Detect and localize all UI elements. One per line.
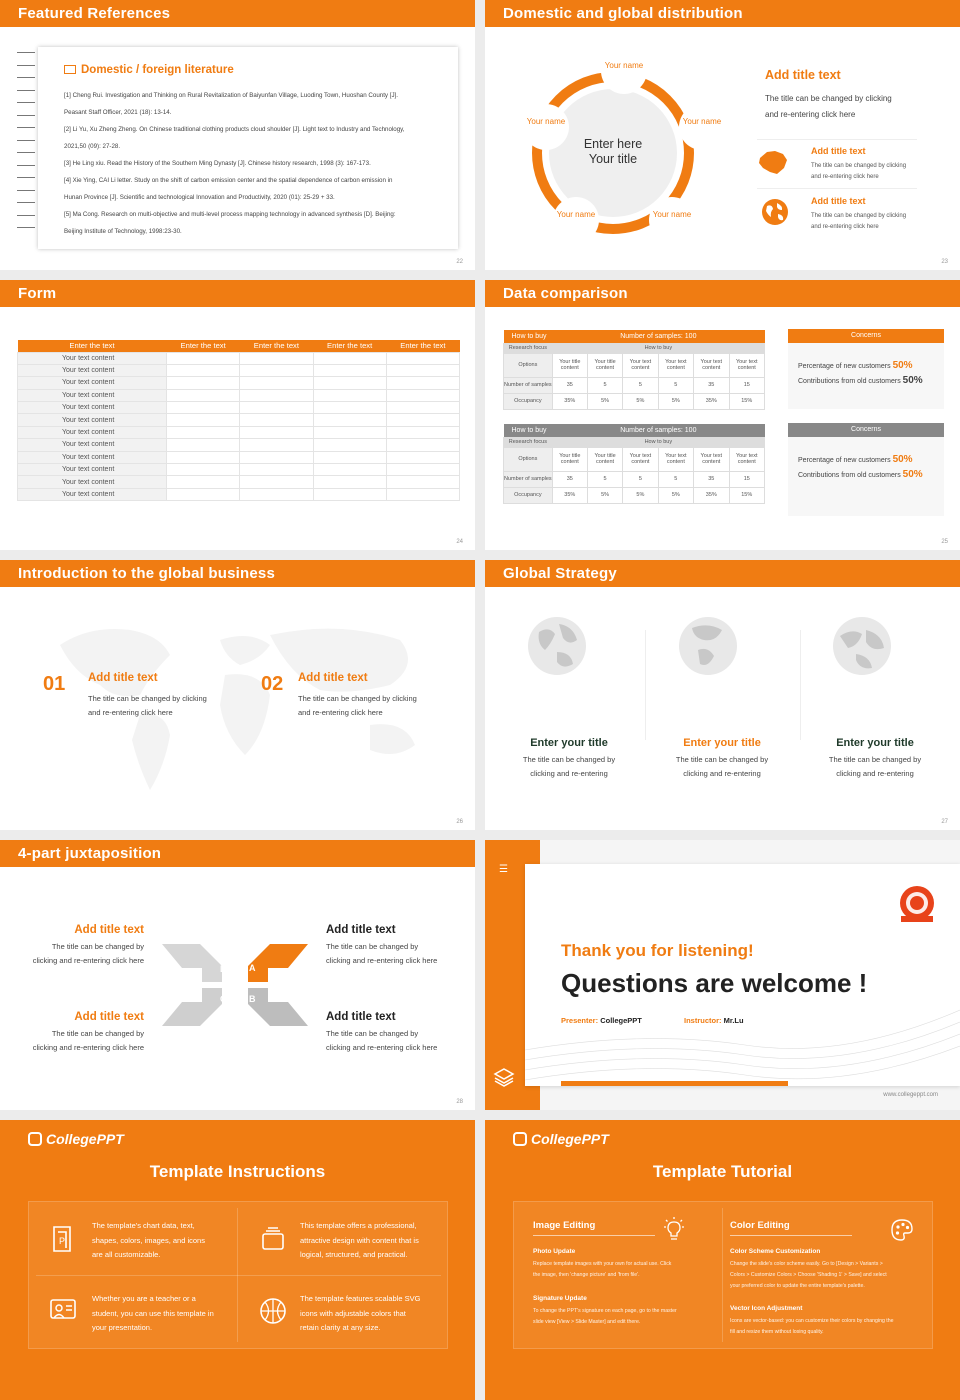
subsection-title: Signature Update — [533, 1295, 587, 1302]
table-row — [504, 353, 765, 377]
table-cell: 35 — [552, 471, 587, 487]
table-cell[interactable] — [240, 439, 313, 451]
page-number: 22 — [456, 259, 463, 265]
quadrant-letter: A — [249, 963, 256, 973]
subsection-desc: Icons are vector-based: you can customize their colors by changing the fill and resize them without losing quality. — [730, 1318, 894, 1335]
item-desc: The title can be changed by clicking and re-entering — [522, 755, 616, 778]
table-cell: Your text content — [658, 447, 693, 471]
table-cell: Number of samples — [504, 471, 553, 487]
table-cell[interactable] — [240, 426, 313, 438]
university-seal-logo — [895, 883, 939, 927]
slide-header: 4-part juxtaposition — [0, 840, 475, 867]
table-cell: Your text content — [729, 447, 764, 471]
slide-29-thanks[interactable] — [485, 840, 960, 1110]
reference-line: [1] Cheng Rui. Investigation and Thinking on Rural Revitalization of Baiyunfan Village, Luoding Town, Huoshan County [J]. — [64, 92, 398, 99]
ppt-file-icon — [48, 1224, 78, 1254]
table-cell[interactable] — [240, 414, 313, 426]
slide-header: Data comparison — [485, 280, 960, 307]
concerns-box — [788, 329, 944, 409]
subsection-title: Color Scheme Customization — [730, 1248, 821, 1255]
table-cell: 15 — [729, 377, 764, 393]
instruction-text: The template features scalable SVG icons with adjustable colors that retain clarity at any size. — [300, 1294, 421, 1332]
table-cell[interactable] — [386, 464, 459, 476]
table-cell[interactable] — [167, 451, 240, 463]
spiral-binding — [17, 52, 37, 247]
table-cell: Occupancy — [504, 393, 553, 409]
table-cell: 35% — [552, 487, 587, 503]
table-cell: 5% — [623, 393, 658, 409]
table-cell: Number of samples: 100 — [620, 332, 697, 340]
table-cell[interactable] — [167, 389, 240, 401]
table-cell[interactable] — [386, 426, 459, 438]
reference-line: [3] He Ling xiu. Read the History of the Southern Ming Dynasty [J]. Chinese history research, 1998 (3): 167-173. — [64, 160, 371, 167]
table-cell: 15% — [729, 487, 764, 503]
table-cell[interactable]: Your text content — [18, 352, 167, 364]
table-cell: How to buy — [511, 332, 547, 340]
column-header: Enter the text — [386, 340, 459, 352]
table-cell[interactable] — [313, 402, 386, 414]
table-cell: 35 — [694, 471, 729, 487]
table-cell[interactable]: Your text content — [18, 476, 167, 488]
item-title: Enter your title — [683, 737, 761, 749]
quadrant-letter: C — [220, 994, 227, 1004]
wave-mesh-graphic — [525, 990, 960, 1086]
table-cell: How to buy — [552, 343, 764, 353]
slide-26[interactable] — [0, 560, 475, 830]
table-cell[interactable] — [313, 451, 386, 463]
table-row — [18, 451, 460, 463]
table-cell[interactable] — [386, 402, 459, 414]
reference-line: [2] Li Yu, Xu Zheng Zheng. On Chinese traditional clothing products cloud shoulder [J]. Light text to Industry and Technology, — [64, 126, 405, 133]
globe-icon — [832, 616, 892, 676]
slide-header: Introduction to the global business — [0, 560, 475, 587]
item-title: Enter your title — [836, 737, 914, 749]
table-cell: 35% — [694, 487, 729, 503]
divider — [757, 188, 917, 189]
basketball-icon — [258, 1296, 288, 1326]
table-cell: 5% — [658, 393, 693, 409]
page-number: 27 — [941, 819, 948, 825]
presenter-icon — [48, 1296, 78, 1326]
book-icon — [64, 65, 76, 74]
table-cell[interactable] — [313, 476, 386, 488]
table-cell[interactable] — [313, 464, 386, 476]
divider — [800, 630, 801, 740]
column-header: Enter the text — [313, 340, 386, 352]
metric-row: Percentage of new customers 50% — [798, 360, 913, 371]
table-cell[interactable] — [386, 488, 459, 500]
table-cell[interactable] — [167, 364, 240, 376]
table-cell[interactable] — [313, 439, 386, 451]
table-cell[interactable] — [240, 402, 313, 414]
palette-icon — [889, 1217, 915, 1243]
table-cell: Occupancy — [504, 487, 553, 503]
section-title: Color Editing — [730, 1220, 790, 1231]
concerns-label: Concerns — [788, 329, 944, 343]
svg-text:P: P — [59, 1236, 66, 1246]
item-title: Add title text — [74, 1011, 144, 1023]
table-cell[interactable] — [386, 352, 459, 364]
four-arrows-graphic — [160, 940, 310, 1030]
item-number: 01 — [43, 673, 66, 695]
table-cell[interactable] — [313, 377, 386, 389]
table-row — [504, 377, 765, 393]
table-row — [504, 471, 765, 487]
table-row — [18, 488, 460, 500]
table-cell[interactable]: Your text content — [18, 464, 167, 476]
table-cell[interactable] — [167, 352, 240, 364]
reference-line: 2021,50 (09): 27-28. — [64, 143, 121, 150]
slide-30-instructions[interactable] — [0, 1120, 475, 1400]
table-cell[interactable] — [167, 377, 240, 389]
item-desc: The title can be changed by clicking and re-entering click here — [811, 213, 907, 230]
section-title: Add title text — [765, 68, 841, 82]
instruction-text: This template offers a professional, attractive design with content that is logical, structured, and practical. — [300, 1221, 419, 1259]
subsection-desc: Replace template images with your own for actual use. Click the image, then 'change picture' and 'from file'. — [533, 1261, 672, 1278]
table-cell[interactable] — [386, 451, 459, 463]
column-header: Enter the text — [18, 340, 167, 352]
table-cell: Options — [504, 447, 553, 471]
subsection-title: Vector Icon Adjustment — [730, 1305, 803, 1312]
table-cell: 35 — [694, 377, 729, 393]
page-number: 28 — [456, 1099, 463, 1105]
table-cell[interactable] — [167, 488, 240, 500]
table-cell[interactable] — [386, 389, 459, 401]
page-number: 25 — [941, 539, 948, 545]
slide-31-tutorial[interactable] — [485, 1120, 960, 1400]
slide-27[interactable] — [485, 560, 960, 830]
table-row — [504, 447, 765, 471]
table-cell: Your text content — [623, 447, 658, 471]
table-cell[interactable] — [167, 414, 240, 426]
table-cell[interactable] — [167, 464, 240, 476]
table-row — [18, 402, 460, 414]
table-header-row — [18, 340, 460, 352]
page-title: Template Instructions — [149, 1162, 326, 1181]
brand-logo: CollegePPT — [28, 1131, 124, 1147]
slide-header: Form — [0, 280, 475, 307]
table-row — [18, 439, 460, 451]
slide-header: Global Strategy — [485, 560, 960, 587]
reference-line: Peasant Staff Officer, 2021 (18): 13-14. — [64, 109, 172, 116]
table-row — [18, 476, 460, 488]
table-cell: Your text content — [694, 353, 729, 377]
section-desc: The title can be changed by clicking and re-entering click here — [765, 94, 892, 119]
table-row — [18, 364, 460, 376]
table-row — [504, 437, 765, 447]
thanks-text: Thank you for listening! — [561, 941, 754, 960]
column-header: Enter the text — [240, 340, 313, 352]
instruction-text: The template's chart data, text, shapes, colors, images, and icons are all customizable. — [92, 1221, 205, 1259]
menu-icon: ☰ — [499, 864, 508, 875]
item-desc: The title can be changed by clicking and re-entering click here — [32, 942, 144, 965]
table-cell[interactable] — [167, 426, 240, 438]
table-cell[interactable] — [313, 488, 386, 500]
table-cell[interactable] — [386, 439, 459, 451]
reference-line: [5] Ma Cong. Research on multi-objective and multi-level process mapping technology in advanced synthesis [D]. Beijing: — [64, 211, 396, 218]
metric-row: Percentage of new customers 50% — [798, 454, 913, 465]
table-cell[interactable] — [386, 377, 459, 389]
table-cell: How to buy — [511, 426, 547, 434]
table-cell[interactable] — [240, 389, 313, 401]
slide-header: Featured References — [0, 0, 475, 27]
table-cell[interactable] — [313, 352, 386, 364]
table-cell: How to buy — [552, 437, 764, 447]
references-title: Domestic / foreign literature — [64, 64, 234, 76]
table-cell: 35% — [694, 393, 729, 409]
table-cell[interactable]: Your text content — [18, 426, 167, 438]
table-cell[interactable] — [386, 414, 459, 426]
table-row — [504, 393, 765, 409]
globe-icon — [527, 616, 587, 676]
table-cell: Research focus — [504, 437, 553, 447]
table-cell[interactable]: Your text content — [18, 439, 167, 451]
table-cell: Number of samples: 100 — [620, 426, 697, 434]
table-cell: 5 — [623, 471, 658, 487]
metric-row: Contributions from old customers 50% — [798, 375, 923, 386]
item-title: Add title text — [88, 672, 158, 684]
layers-icon — [493, 1066, 515, 1088]
name-bubble: Your name — [523, 104, 569, 150]
table-cell[interactable] — [313, 389, 386, 401]
presenter-line: Presenter: CollegePPT Instructor: Mr.Lu — [561, 1016, 744, 1025]
table-row — [18, 389, 460, 401]
table-cell[interactable]: Your text content — [18, 451, 167, 463]
item-number: 02 — [261, 673, 284, 695]
table-cell: Your text content — [729, 353, 764, 377]
table-cell: 15 — [729, 471, 764, 487]
table-row — [18, 414, 460, 426]
item-title: Add title text — [326, 924, 396, 936]
page-number: 23 — [941, 259, 948, 265]
page-number: 24 — [456, 539, 463, 545]
item-title: Add title text — [326, 1011, 396, 1023]
references-card — [38, 47, 458, 249]
table-cell[interactable] — [240, 476, 313, 488]
form-table — [17, 340, 460, 501]
table-cell[interactable] — [313, 364, 386, 376]
table-cell: 35% — [552, 393, 587, 409]
quadrant-letter: B — [249, 994, 256, 1004]
table-cell[interactable] — [240, 488, 313, 500]
table-cell: 5% — [587, 393, 622, 409]
layers-icon — [258, 1224, 288, 1254]
table-cell: 35 — [552, 377, 587, 393]
table-cell: 5% — [658, 487, 693, 503]
name-bubble: Your name — [553, 197, 599, 243]
table-cell[interactable] — [240, 451, 313, 463]
divider — [645, 630, 646, 740]
concerns-box — [788, 423, 944, 516]
name-bubble: Your name — [601, 48, 647, 94]
table-row — [18, 352, 460, 364]
page-title: Template Tutorial — [652, 1162, 793, 1181]
table-cell[interactable] — [167, 439, 240, 451]
table-cell[interactable]: Your text content — [18, 402, 167, 414]
comparison-table — [503, 424, 765, 504]
item-desc: The title can be changed by clicking and re-entering click here — [326, 1029, 438, 1052]
section-title: Image Editing — [533, 1220, 596, 1231]
center-title: Enter here Your title — [583, 137, 643, 166]
table-cell[interactable] — [386, 364, 459, 376]
slide-28[interactable] — [0, 840, 475, 1110]
table-row — [18, 426, 460, 438]
item-title: Enter your title — [530, 737, 608, 749]
table-cell[interactable] — [313, 414, 386, 426]
table-cell: Options — [504, 353, 553, 377]
table-cell[interactable]: Your text content — [18, 364, 167, 376]
slide-23[interactable] — [485, 0, 960, 270]
table-row — [504, 487, 765, 503]
table-cell: 5 — [587, 471, 622, 487]
table-cell: Your text content — [658, 353, 693, 377]
page-number: 26 — [456, 819, 463, 825]
reference-line: Beijing Institute of Technology, 1998:23-30. — [64, 228, 182, 235]
table-cell[interactable] — [167, 402, 240, 414]
globe-icon — [678, 616, 738, 676]
table-cell[interactable]: Your text content — [18, 414, 167, 426]
item-desc: The title can be changed by clicking and re-entering click here — [88, 694, 207, 717]
china-map-icon — [757, 148, 789, 178]
concerns-label: Concerns — [788, 423, 944, 437]
table-cell: Your title content — [552, 353, 587, 377]
logo-icon — [28, 1132, 42, 1146]
table-cell[interactable]: Your text content — [18, 488, 167, 500]
slide-25[interactable] — [485, 280, 960, 550]
instruction-text: Whether you are a teacher or a student, you can use this template in your presentation. — [92, 1294, 214, 1332]
item-title: Add title text — [74, 924, 144, 936]
table-cell: 5 — [658, 471, 693, 487]
questions-title: Questions are welcome ! — [561, 968, 868, 998]
table-cell: Your title content — [552, 447, 587, 471]
table-cell: 5 — [587, 377, 622, 393]
table-row — [504, 343, 765, 353]
table-header-row — [504, 330, 765, 343]
table-cell: Your title content — [587, 447, 622, 471]
comparison-table — [503, 330, 765, 410]
brand-logo: CollegePPT — [513, 1131, 609, 1147]
table-cell: Research focus — [504, 343, 553, 353]
table-cell: 5 — [658, 377, 693, 393]
slide-22[interactable] — [0, 0, 475, 270]
table-cell: Your text content — [694, 447, 729, 471]
table-cell: Your title content — [587, 353, 622, 377]
table-cell: Number of samples — [504, 377, 553, 393]
column-header: Enter the text — [167, 340, 240, 352]
table-cell[interactable] — [240, 464, 313, 476]
metric-row: Contributions from old customers 50% — [798, 469, 923, 480]
table-cell[interactable] — [240, 377, 313, 389]
website-url: www.collegeppt.com — [883, 1092, 938, 1098]
globe-icon — [761, 198, 789, 226]
table-cell[interactable]: Your text content — [18, 389, 167, 401]
slide-header: Domestic and global distribution — [485, 0, 960, 27]
lightbulb-icon — [661, 1216, 687, 1242]
item-desc: The title can be changed by clicking and re-entering click here — [32, 1029, 144, 1052]
table-cell[interactable]: Your text content — [18, 377, 167, 389]
item-title: Add title text — [298, 672, 368, 684]
reference-list — [64, 87, 454, 240]
item-desc: The title can be changed by clicking and re-entering click here — [811, 163, 907, 180]
table-header-row — [504, 424, 765, 437]
quadrant-letter: D — [220, 964, 227, 974]
name-bubble: Your name — [679, 104, 725, 150]
table-cell[interactable] — [167, 476, 240, 488]
table-cell[interactable] — [313, 426, 386, 438]
logo-icon — [513, 1132, 527, 1146]
table-row — [18, 377, 460, 389]
table-cell: 5% — [623, 487, 658, 503]
item-desc: The title can be changed by clicking and re-entering — [828, 755, 922, 778]
table-row — [18, 464, 460, 476]
name-bubble: Your name — [649, 197, 695, 243]
divider — [757, 139, 917, 140]
table-cell[interactable] — [240, 352, 313, 364]
item-desc: The title can be changed by clicking and re-entering — [675, 755, 769, 778]
table-cell[interactable] — [240, 364, 313, 376]
item-desc: The title can be changed by clicking and re-entering click here — [326, 942, 438, 965]
table-cell[interactable] — [386, 476, 459, 488]
item-desc: The title can be changed by clicking and re-entering click here — [298, 694, 417, 717]
reference-line: Hunan Province [J]. Scientific and technological Innovation and Productivity, 2020 (01): 25-29 + 33. — [64, 194, 335, 201]
progress-accent — [561, 1081, 788, 1086]
subsection-desc: To change the PPT's signature on each page, go to the master slide view [View > Slide Master] and edit there. — [533, 1308, 677, 1325]
table-cell: 15% — [729, 393, 764, 409]
reference-line: [4] Xie Ying, CAI Li letter. Study on the shift of carbon emission center and the spatial dependence of carbon emission in — [64, 177, 393, 184]
table-cell: Your text content — [623, 353, 658, 377]
subsection-desc: Change the slide's color scheme easily. Go to [Design > Variants > Colors > Customize Colors > Choose 'Shading 1' > Save] and select your preferred color to update the entire template's palette. — [730, 1261, 887, 1289]
subsection-title: Photo Update — [533, 1248, 576, 1255]
table-cell: 5% — [587, 487, 622, 503]
item-title: Add title text — [811, 146, 866, 156]
item-title: Add title text — [811, 196, 866, 206]
table-cell: 5 — [623, 377, 658, 393]
